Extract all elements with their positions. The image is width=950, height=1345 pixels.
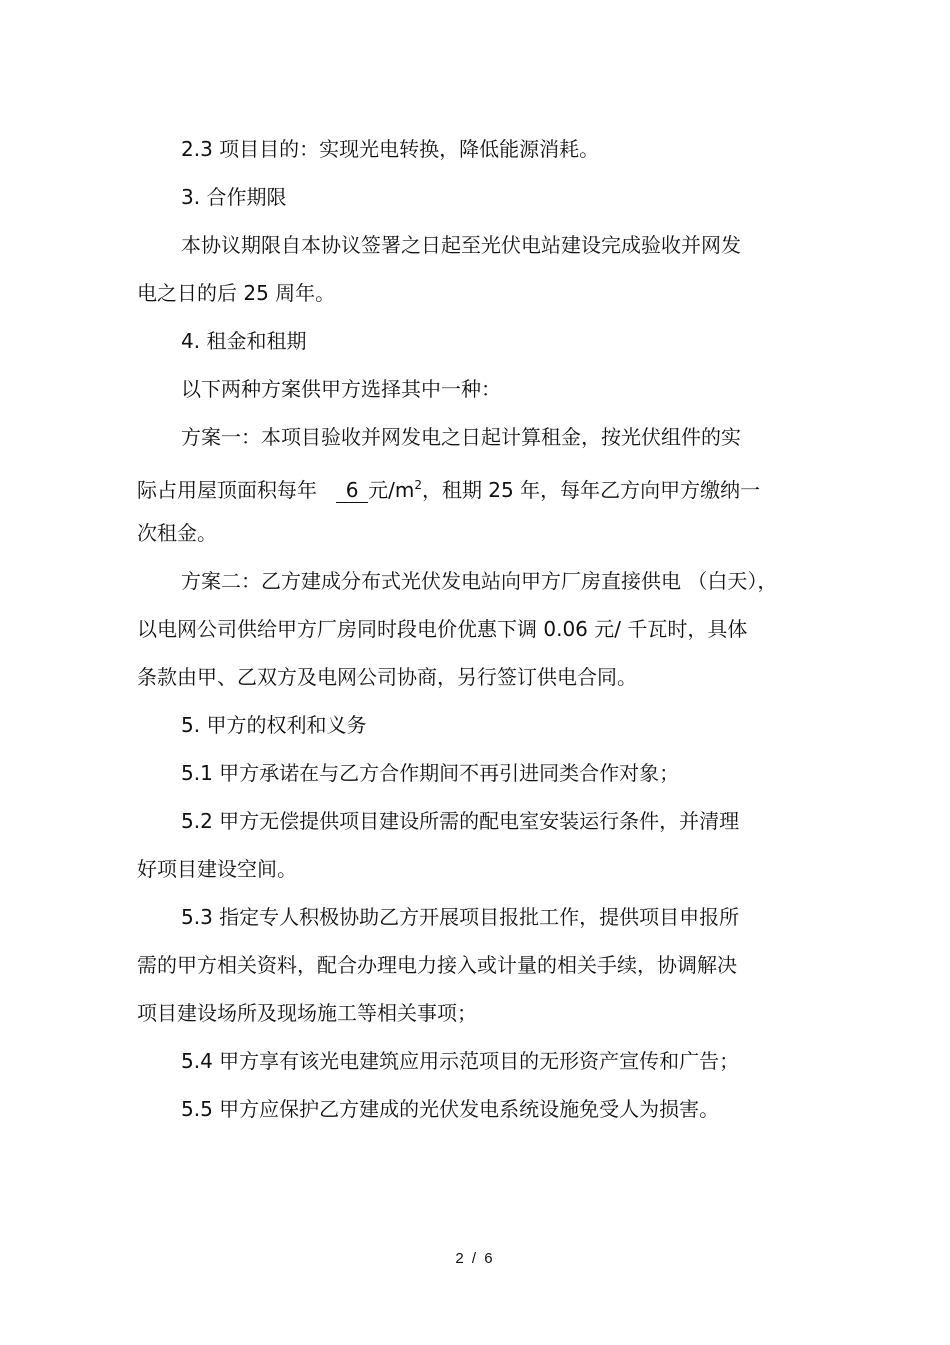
paragraph-line: 次租金。 <box>137 521 217 545</box>
text-segment: ，租期 25 年，每年乙方向甲方缴纳一 <box>421 478 761 502</box>
paragraph-line: 需的甲方相关资料，配合办理电力接入或计量的相关手续，协调解决 <box>137 953 737 977</box>
paragraph-line: 电之日的后 25 周年。 <box>137 281 336 305</box>
clause-2-3: 2.3 项目目的：实现光电转换，降低能源消耗。 <box>181 137 600 161</box>
paragraph-line: 条款由甲、乙双方及电网公司协商，另行签订供电合同。 <box>137 665 637 689</box>
unit-superscript: 2 <box>414 478 422 492</box>
paragraph-line: 项目建设场所及现场施工等相关事项； <box>137 1001 477 1025</box>
paragraph-line <box>137 471 760 504</box>
heading-5: 5. 甲方的权利和义务 <box>181 713 367 737</box>
heading-3: 3. 合作期限 <box>181 185 287 209</box>
rent-unit: 元/m <box>368 478 415 502</box>
rent-value: 6 <box>336 478 368 503</box>
paragraph-line: 本协议期限自本协议签署之日起至光伏电站建设完成验收并网发 <box>181 233 741 257</box>
paragraph-line: 好项目建设空间。 <box>137 857 297 881</box>
page-number: 2 / 6 <box>455 1250 495 1267</box>
clause-5-1: 5.1 甲方承诺在与乙方合作期间不再引进同类合作对象； <box>181 761 680 785</box>
clause-5-2: 5.2 甲方无偿提供项目建设所需的配电室安装运行条件，并清理 <box>181 809 740 833</box>
paragraph-line: 以下两种方案供甲方选择其中一种： <box>181 377 501 401</box>
paragraph-line: 方案一：本项目验收并网发电之日起计算租金，按光伏组件的实 <box>181 425 741 449</box>
heading-4: 4. 租金和租期 <box>181 329 307 353</box>
paragraph-line: 方案二：乙方建成分布式光伏发电站向甲方厂房直接供电 （白天）， <box>181 569 778 593</box>
paragraph-line: 以电网公司供给甲方厂房同时段电价优惠下调 0.06 元/ 千瓦时，具体 <box>137 617 748 641</box>
clause-5-3: 5.3 指定专人积极协助乙方开展项目报批工作，提供项目申报所 <box>181 905 740 929</box>
text-segment: 际占用屋顶面积每年 <box>137 478 317 502</box>
clause-5-4: 5.4 甲方享有该光电建筑应用示范项目的无形资产宣传和广告； <box>181 1049 740 1073</box>
clause-5-5: 5.5 甲方应保护乙方建成的光伏发电系统设施免受人为损害。 <box>181 1097 720 1121</box>
